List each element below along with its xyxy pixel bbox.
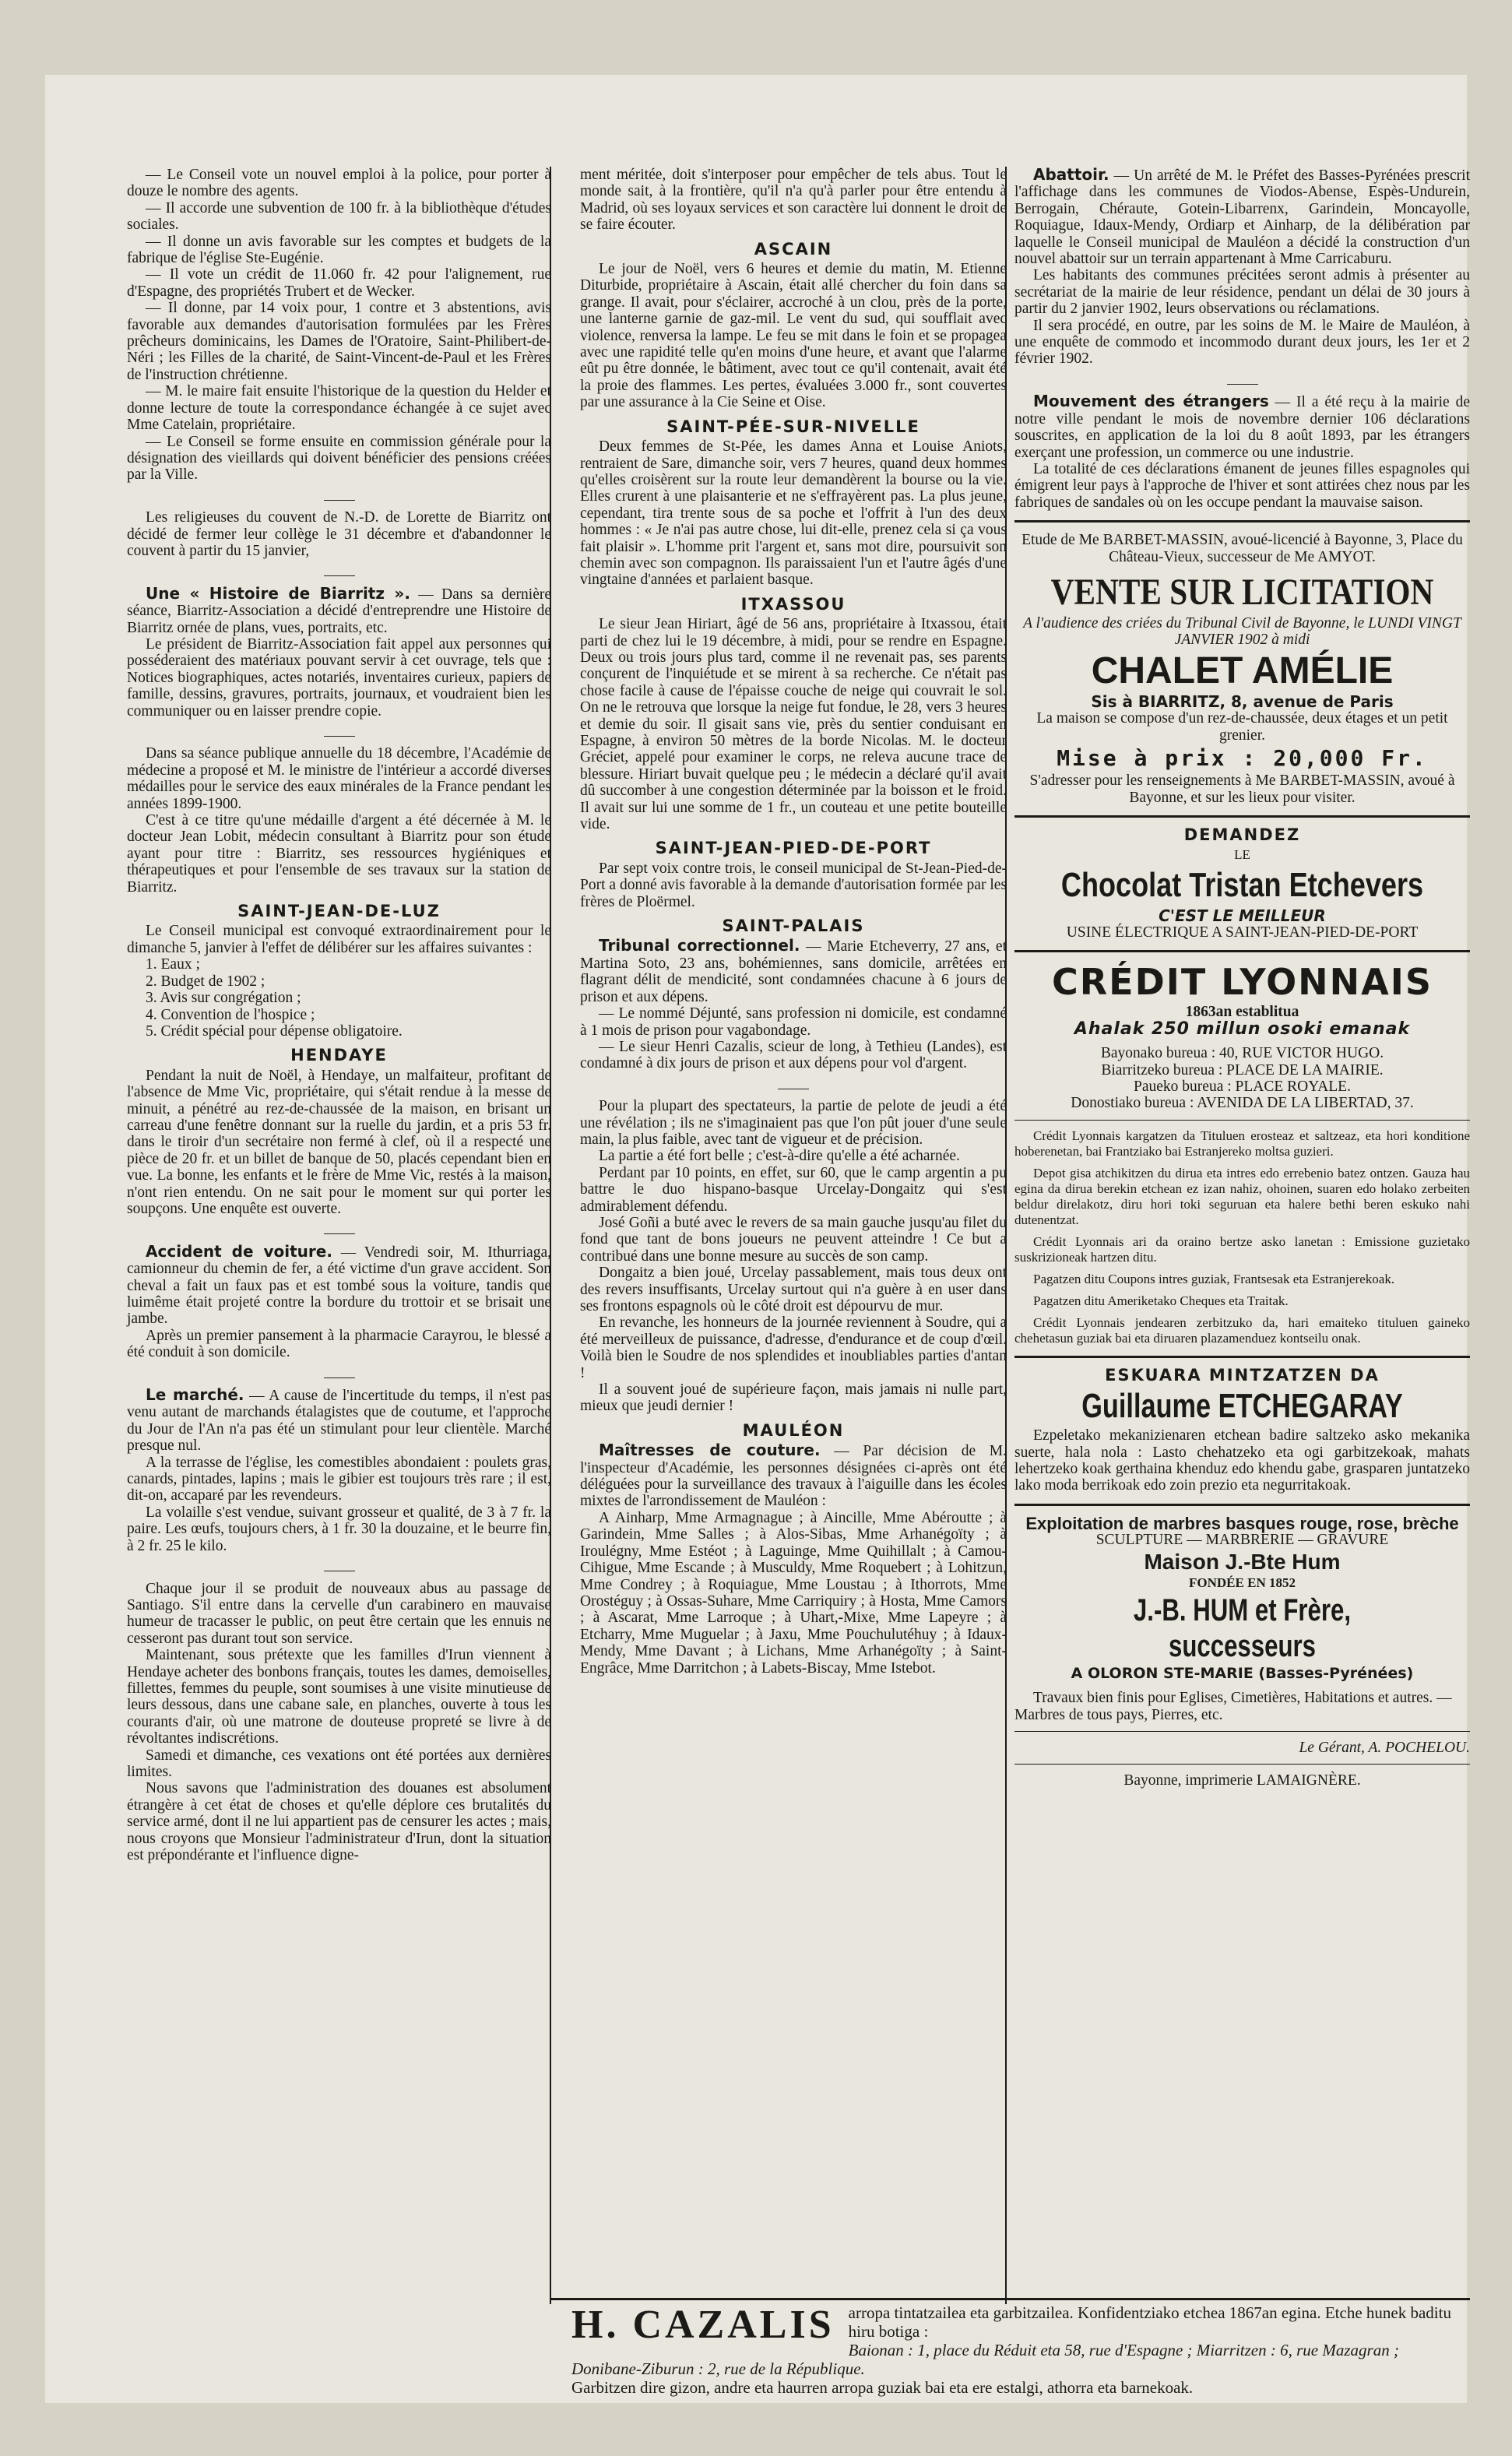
article-text: — Dans sa dernière séance, Biarritz-Association a décidé d'entreprendre une Histoire de Biarritz ornée de plans, vues, portraits, etc. <box>127 586 551 636</box>
bureau-line: Paueko bureua : PLACE ROYALE. <box>1134 1078 1351 1096</box>
fondee-line: FONDÉE EN 1852 <box>1189 1575 1296 1590</box>
list-item: 2. Budget de 1902 ; <box>146 973 265 990</box>
paragraph: Il a souvent joué de supérieure façon, mais jamais ni nulle part, mieux que jeudi dernier ! <box>580 1381 1007 1415</box>
ad-rule <box>1014 1764 1470 1765</box>
paragraph: ment méritée, doit s'interposer pour empêcher de tels abus. Tout le monde sait, à la frontière, qu'il n'a qu'à parler pour être entendu à Madrid, où ses loyaux services et son caractère lui donnent le droit de se faire écouter. <box>580 167 1007 234</box>
paragraph: Chaque jour il se produit de nouveaux abus au passage de Santiago. S'il entre dans la cervelle d'un carabinero en mauvaise humeur de tracasser le public, on peut être certain que les ennuis ne cesseront pas durant tout son service. <box>127 1580 551 1647</box>
section-heading: SAINT-PALAIS <box>722 917 865 936</box>
bureau-line: Donostiako bureua : AVENIDA DE LA LIBERTAD, 37. <box>1071 1095 1414 1112</box>
article-text: — Un arrêté de M. le Préfet des Basses-Pyrénées prescrit l'affichage dans les communes de Viodos-Abense, Espès-Undurein, Berrogain, Chéraute, Gotein-Libarrenx, Garindein, Moncayolle, Roquiague, Idaux-Mendy, Ordiarp et Ainharp, de la délibération par laquelle le Conseil municipal de Mauléon a décidé la construction d'un nouvel abattoir sur un terrain appartenant à Mme Carricaburu. <box>1014 167 1470 268</box>
separator <box>127 724 551 741</box>
chalet-address: Sis à BIARRITZ, 8, avenue de Paris <box>1091 691 1394 711</box>
ad-rule <box>1014 815 1470 818</box>
oloron-line: A OLORON STE-MARIE (Basses-Pyrénées) <box>1071 1664 1414 1682</box>
paragraph: Le jour de Noël, vers 6 heures et demie du matin, M. Etienne Diturbide, propriétaire à Ascain, était allé chercher du foin dans sa grange. Il avait, pour s'éclairer, accroché à un clou, près de la porte, une lanterne garnie de gaz-mil. Le vent du sud, qui soufflait avec violence, renversa la lampe. Le feu se mit dans le foin et se propagea avec une rapidité telle qu'en moins d'une heure, et avant que l'alarme eût pu être donnée, le bâtiment, avec tout ce qu'il contenait, avait été la proie des flammes. Les pertes, évaluées 3.000 fr., sont couvertes par une assurance à la Cie Seine et Oise. <box>580 261 1007 411</box>
article-text: — Vendredi soir, M. Ithurriaga, camionneur du chemin de fer, a été victime d'un grave accident. Son cheval a fait un faux pas et est tombé sous la voiture, tandis que luimême était projeté contre la bordure du trottoir et se brisait une jambe. <box>127 1244 551 1328</box>
paragraph: — Il accorde une subvention de 100 fr. à la bibliothèque d'études sociales. <box>127 199 551 234</box>
ad-chocolat <box>1014 827 1470 941</box>
adresser-line: S'adresser pour les renseignements à Me BARBET-MASSIN, avoué à Bayonne, et sur les lieux pour visiter. <box>1029 772 1455 806</box>
paragraph: — Il donne, par 14 voix pour, 1 contre et 3 abstentions, avis favorable aux demandes d'autorisation formulées par les Frères prêcheurs dominicains, les Dames de l'Oratoire, Saint-Philibert-de-Néri ; les Filles de la charité, de Saint-Vincent-de-Paul et les Frères de l'instruction chrétienne. <box>127 300 551 383</box>
paragraph: — Le Conseil vote un nouvel emploi à la police, pour porter à douze le nombre des agents. <box>127 167 551 200</box>
column-2 <box>580 167 1007 1677</box>
separator <box>127 1366 551 1382</box>
credit-paragraph: Depot gisa atchikitzen du dirua eta intres edo errebenio batez ontzen. Gauza hau egina da dirua berekin etchean ez izan nahiz, ohoinen, suaren edo holako zerbeiten beldur direlakotz, diru hori toki seguruan eta halere bethi beren eskuko nahi dutenentzat. <box>1014 1165 1470 1227</box>
bureau-line: Biarritzeko bureua : PLACE DE LA MAIRIE. <box>1101 1061 1384 1078</box>
ad-rule <box>1014 1356 1470 1358</box>
article-title: Maîtresses de couture. <box>599 1441 821 1460</box>
ad-rule <box>1014 520 1470 523</box>
credit-paragraph: Crédit Lyonnais ari da oraino bertze asko lanetan : Emissione guzietako suskrizioneak hartzen ditu. <box>1014 1233 1470 1265</box>
credit-subtitle: 1863an establitua <box>1185 1004 1299 1021</box>
article-mouvement <box>1014 393 1470 461</box>
demandez-label: DEMANDEZ <box>1183 825 1301 845</box>
credit-paragraph: Pagatzen ditu Ameriketako Cheques eta Traitak. <box>1033 1293 1289 1308</box>
le-label: LE <box>1234 846 1250 862</box>
ad-cazalis <box>571 2303 1467 2397</box>
separator <box>127 1559 551 1575</box>
paragraph: Il sera procédé, en outre, par les soins de M. le Maire de Mauléon, à une enquête de commodo et incommodo durant deux jours, les 1er et 2 février 1902. <box>1014 317 1470 368</box>
list-item: 1. Eaux ; <box>146 956 200 973</box>
paragraph: Perdant par 10 points, en effet, sur 60, que le camp argentin a pu battre le duo hispano-basque Urcelay-Dongaitz qui s'est admirablement défendu. <box>580 1164 1007 1215</box>
paragraph: Deux femmes de St-Pée, les dames Anna et Louise Aniots, rentraient de Sare, dimanche soir, vers 7 heures, quand deux hommes qu'elles croisèrent sur la route leur demandèrent la bourse ou la vie. Elles crurent à une plaisanterie et ne s'effrayèrent pas. La plus jeune, cependant, tira trente sous de sa poche et l'offrit à l'un des deux hommes : « Je n'ai pas autre chose, lui dit-elle, prenez cela si ça vous fait plaisir ». L'homme prit l'argent et, sans mot dire, poursuivit son chemin avec son compagnon. Ils paraissaient l'un et l'autre âgés d'une vingtaine d'années et parlaient basque. <box>580 438 1007 589</box>
paragraph: Le sieur Jean Hiriart, âgé de 56 ans, propriétaire à Itxassou, était parti de chez lui le 19 décembre, à midi, pour se rendre en Espagne. Deux ou trois jours plus tard, comme il ne revenait pas, ses parents conçurent de l'inquiétude et se mirent à sa recherche. Ce n'était pas chose facile à cause de l'épaisse couche de neige qui couvrait le sol. On ne le retrouva que lorsque la neige fut fondue, le 28, vers 3 heures et demie du soir. Il gisait sans vie, près du sentier conduisant en Espagne, à environ 50 mètres de la borde Nicolas. M. le docteur Gréciet, appelé pour examiner le corps, ne releva aucune trace de blessure. Hiriart buvait quelque peu ; le médecin a déclaré qu'il avait dû succomber à une congestion déterminée par la boisson et le froid. Il avait sur lui une somme de 1 fr., un couteau et une petite bouteille vide. <box>580 616 1007 833</box>
article-abattoir <box>1014 167 1470 267</box>
paragraph: — M. le maire fait ensuite l'historique de la question du Helder et donne lecture de toute la correspondance échangée à ce sujet avec Mme Catelain, propriétaire. <box>127 383 551 434</box>
maison-desc: La maison se compose d'un rez-de-chaussée, deux étages et un petit grenier. <box>1036 710 1448 744</box>
paragraph: — Le nommé Déjunté, sans profession ni domicile, est condamné à 1 mois de prison pour vagabondage. <box>580 1005 1007 1039</box>
paragraph: — Il vote un crédit de 11.060 fr. 42 pour l'alignement, rue d'Espagne, des propriétés Trubert et de Wecker. <box>127 266 551 300</box>
gerant-line: Le Gérant, A. POCHELOU. <box>1299 1739 1470 1756</box>
article-accident <box>127 1241 551 1328</box>
paragraph: La volaille s'est vendue, suivant grosseur et qualité, de 3 à 7 fr. la paire. Les œufs, toujours chers, à 1 fr. 30 la douzaine, et le beurre fin, à 2 fr. 25 le kilo. <box>127 1504 551 1554</box>
bureau-line: Bayonako bureua : 40, RUE VICTOR HUGO. <box>1100 1045 1384 1062</box>
article-title: Le marché. <box>146 1385 244 1405</box>
ad-rule <box>1014 950 1470 952</box>
eskuara-label: ESKUARA MINTZATZEN DA <box>1105 1365 1380 1385</box>
section-heading: HENDAYE <box>290 1046 388 1065</box>
article-histoire <box>127 583 551 636</box>
paragraph: C'est à ce titre qu'une médaille d'argent a été décernée à M. le docteur Jean Lobit, médecin consultant à Biarritz pour son étude ayant pour titre : Biarritz, ses ressources hygiéniques et thérapeutiques et pour l'ensemble de ses travaux sur la station de Biarritz. <box>127 812 551 895</box>
chocolat-heading: Chocolat Tristan Etchevers <box>1060 865 1424 904</box>
paragraph: Par sept voix contre trois, le conseil municipal de St-Jean-Pied-de-Port a donné avis favorable à la demande d'autorisation formée par les frères de Ploërmel. <box>580 860 1007 910</box>
paragraph: Les religieuses du couvent de N.-D. de Lorette de Biarritz ont décidé de fermer leur collège le 31 décembre et d'abandonner le couvent à partir du 15 janvier, <box>127 509 551 559</box>
list-item: 3. Avis sur congrégation ; <box>146 990 301 1007</box>
article-title: Une « Histoire de Biarritz ». <box>146 583 410 603</box>
credit-paragraph: Crédit Lyonnais kargatzen da Tituluen erosteaz et saltzeaz, eta hori konditione hoberenetan, bai Frantziako bai Estranjereko moltsa guzieri. <box>1014 1128 1470 1159</box>
paragraph: Pendant la nuit de Noël, à Hendaye, un malfaiteur, profitant de l'absence de Mme Vic, propriétaire, qui s'était rendue à la messe de minuit, a pénétré au rez-de-chaussée de la maison, en brisant un carreau d'une fenêtre donnant sur la ruelle du jardin, et a pris 53 fr. dans le tiroir d'un secrétaire non fermé à clef, où il a respecté une pièce de 20 fr. et un billet de banque de 50, placés cependant bien en vue. La bonne, les enfants et le frère de Mme Vic, restés à la maison, n'ont rien entendu. On ne sait pour le moment sur qui porter les soupçons. Une enquête est ouverte. <box>127 1067 551 1217</box>
ad-credit-lyonnais <box>1014 962 1470 1346</box>
footer-rule <box>551 2298 1470 2300</box>
column-3 <box>1014 167 1470 1789</box>
usine-line: USINE ÉLECTRIQUE A SAINT-JEAN-PIED-DE-PORT <box>1066 924 1419 941</box>
paragraph: Les habitants des communes précitées seront admis à présenter au secrétariat de la mairie de leur résidence, pendant un délai de 30 jours à partir du 2 janvier 1902, leurs observations ou réclamations. <box>1014 267 1470 318</box>
separator <box>127 564 551 580</box>
section-heading: MAULÉON <box>742 1420 845 1440</box>
ad-marbres <box>1014 1515 1470 1789</box>
vente-heading: VENTE SUR LICITATION <box>1050 571 1434 613</box>
cazalis-name: H. CAZALIS <box>571 2303 835 2347</box>
paragraph: Le Conseil municipal est convoqué extraordinairement pour le dimanche 5, janvier à l'effet de délibérer sur les affaires suivantes : <box>127 923 551 956</box>
article-title: Accident de voiture. <box>146 1241 332 1261</box>
article-text: — Par décision de M. l'inspecteur d'Académie, les personnes désignées ci-après ont été déléguées pour la surveillance des travaux à l'aiguille dans les écoles mixtes de l'arrondissement de Mauléon : <box>580 1443 1007 1510</box>
paragraph: Le président de Biarritz-Association fait appel aux personnes qui posséderaient des matériaux pouvant servir à cet ouvrage, tels que : Notices biographiques, actes notariés, inventaires curieux, papiers de famille, dessins, gravures, portraits, journaux, et voudraient bien les communiquer ou en laisser prendre copie. <box>127 635 551 720</box>
paragraph: En revanche, les honneurs de la journée reviennent à Soudre, qui a été merveilleux de puissance, d'adresse, d'endurance et de coup d'œil. Voilà bien le Soudre de nos splendides et inoubliables parties d'antan ! <box>580 1314 1007 1381</box>
mise-a-prix: Mise à prix : 20,000 Fr. <box>1057 744 1428 771</box>
article-text: — Il a été reçu à la mairie de notre ville pendant le mois de novembre dernier 106 déclarations souscrites, en application de la loi du 8 août 1893, par les étrangers exerçant une profession, un commerce ou une industrie. <box>1014 394 1470 461</box>
ahalak-line: Ahalak 250 millun osoki emanak <box>1074 1019 1411 1039</box>
audience-line: A l'audience des criées du Tribunal Civil de Bayonne, le LUNDI VINGT JANVIER 1902 à midi <box>1023 614 1461 649</box>
section-heading: SAINT-JEAN-PIED-DE-PORT <box>655 839 932 858</box>
paragraph: La partie a été fort belle ; c'est-à-dire qu'elle a été acharnée. <box>599 1148 960 1165</box>
section-heading: SAINT-JEAN-DE-LUZ <box>237 902 441 921</box>
paragraph: Nous savons que l'administration des douanes est absolument étrangère à cet état de choses et qu'elle déplore ces brutalités du service armé, dont il ne lui appartient pas de censurer les actes ; mais, nous croyons que Monsieur l'administrateur d'Irun, dont la situation est prépondérante et l'influence digne- <box>127 1780 551 1863</box>
marbres-heading: Exploitation de marbres basques rouge, rose, brèche <box>1025 1513 1459 1533</box>
paragraph: — Le sieur Henri Cazalis, scieur de long, à Tethieu (Landes), est condamné à dix jours de prison et aux dépens pour vol d'argent. <box>580 1038 1007 1072</box>
article-maitresses <box>580 1442 1007 1510</box>
separator <box>127 488 551 505</box>
ad-rule <box>1014 1504 1470 1506</box>
guillaume-heading: Guillaume ETCHEGARAY <box>1081 1387 1403 1426</box>
paragraph: Après un premier pansement à la pharmacie Carayrou, le blessé a été conduit à son domicile. <box>127 1327 551 1361</box>
sculpture-line: SCULPTURE — MARBRERIE — GRAVURE <box>1095 1532 1389 1549</box>
article-tribunal <box>580 938 1007 1005</box>
cazalis-line: Baionan : 1, place du Réduit eta 58, rue d'Espagne ; Miarritzen : 6, rue Mazagran ; Donibane-Ziburun : 2, rue de la République. <box>571 2341 1399 2378</box>
list-item: 5. Crédit spécial pour dépense obligatoire. <box>146 1022 403 1040</box>
paragraph: Maintenant, sous prétexte que les familles d'Irun viennent à Hendaye acheter des bonbons français, toutes les dames, demoiselles, fillettes, femmes du peuple, sont soumises à une visite minutieuse de leurs dessous, dans une cabane sale, en planches, ouverte à tous les courants d'air, où une matrone de douteuse propreté se livre à de révoltantes indiscrétions. <box>127 1647 551 1747</box>
section-heading: ASCAIN <box>754 239 833 259</box>
section-heading: SAINT-PÉE-SUR-NIVELLE <box>666 417 920 436</box>
article-marche <box>127 1387 551 1455</box>
guillaume-text: Ezpeletako mekanizienaren etchean badire saltzeko asko mekanika suerte, hala nola : Lasto chehatzeko eta ogi garbitzekoak, mahats lehertzeko koak gerthaina khenduz edo khendu gabe, grasparen juntatzeko lako moda berrikoak edo zoin prezio eta negurritakoak. <box>1014 1427 1470 1494</box>
cazalis-line: Garbitzen dire gizon, andre eta haurren arropa guziak bai eta ere estalgi, athorra eta barnekoak. <box>571 2378 1194 2397</box>
article-title: Abattoir. <box>1033 165 1109 184</box>
etude-line: Etude de Me BARBET-MASSIN, avoué-licencié à Bayonne, 3, Place du Château-Vieux, successeur de Me AMYOT. <box>1021 532 1463 565</box>
credit-paragraph: Pagatzen ditu Coupons intres guziak, Frantsesak eta Estranjerekoak. <box>1033 1271 1395 1286</box>
paragraph: — Il donne un avis favorable sur les comptes et budgets de la fabrique de l'église Ste-Eugénie. <box>127 233 551 267</box>
travaux-text: Travaux bien finis pour Eglises, Cimetières, Habitations et autres. — Marbres de tous pays, Pierres, etc. <box>1014 1690 1452 1723</box>
credit-paragraph: Crédit Lyonnais jendearen zerbitzuko da, hari emaiteko tituluen gaineko chehetasun guziak bai eta diruaren plazamenduez kontseilu onak. <box>1014 1314 1470 1346</box>
paragraph: A Ainharp, Mme Armagnague ; à Aincille, Mme Abéroutte ; à Garindein, Mme Salles ; à Alos-Sibas, Mme Arhanégoïty ; à Iroulégny, Mme Estéot ; à Laguinge, Mme Quihillalt ; à Camou-Cihigue, Mme Escande ; à Musculdy, Mme Roquebert ; à Lohitzun, Mme Condrey ; à Roquiague, Mme Loustau ; à Ithorrots, Mme Orostéguy ; à Ossas-Suhare, Mme Carriquiry ; à Hosta, Mme Camors ; à Ascarat, Mme Larroque ; à Uhart,-Mixe, Mme Lapeyre ; à Etcharry, Mme Muguelar ; à Jaxu, Mme Pouchulutéhuy ; à Idaux-Mendy, Mme Davant ; à Lichans, Mme Arhanégoïty ; à Saint-Engrâce, Mme Darritchon ; à Labets-Biscay, Mme Istebot. <box>580 1509 1007 1677</box>
ad-vente-licitation <box>1014 532 1470 806</box>
article-title: Mouvement des étrangers <box>1033 392 1269 411</box>
paragraph: Samedi et dimanche, ces vexations ont été portées aux dernières limites. <box>127 1747 551 1780</box>
paragraph: José Goñi a buté avec le revers de sa main gauche jusqu'au filet du fond que tant de bons joueurs ne peuvent atteindre ! Ce but a contribué dans une bonne mesure au succès de son camp. <box>580 1214 1007 1265</box>
column-1 <box>127 167 551 1863</box>
section-heading: ITXASSOU <box>740 594 846 614</box>
separator <box>1014 372 1470 389</box>
paragraph: A la terrasse de l'église, les comestibles abondaient : poulets gras, canards, pintades, lapins ; mais le gibier est toujours très rare ; il est, dit-on, accaparé par les revendeurs. <box>127 1454 551 1504</box>
imprimerie-line: Bayonne, imprimerie LAMAIGNÈRE. <box>1123 1772 1361 1789</box>
chalet-heading: CHALET AMÉLIE <box>1091 649 1394 691</box>
meilleur-tagline: C'EST LE MEILLEUR <box>1159 906 1326 925</box>
article-text: — Marie Etcheverry, 27 ans, et Martina Soto, 23 ans, bohémiennes, sans domicile, arrêtées en flagrant délit de mendicité, sont condamnées chacune à 6 jours de prison et aux dépens. <box>580 938 1007 1005</box>
hum-freres-heading: J.-B. HUM et Frère, successeurs <box>1133 1592 1352 1663</box>
ad-rule <box>1014 1120 1470 1121</box>
paragraph: — Le Conseil se forme ensuite en commission générale pour la désignation des vieillards qui doivent bénéficier des pensions créées par la Ville. <box>127 433 551 484</box>
cazalis-line: arropa tintatzailea eta garbitzailea. Konfidentziako etchea 1867an egina. Etche hunek baditu hiru botiga : <box>848 2303 1451 2341</box>
paragraph: Dans sa séance publique annuelle du 18 décembre, l'Académie de médecine a proposé et M. le ministre de l'intérieur a accordé diverses médailles pour le service des eaux minérales de la France pendant les années 1899-1900. <box>127 745 551 812</box>
article-title: Tribunal correctionnel. <box>599 936 800 955</box>
ad-etchegaray <box>1014 1367 1470 1494</box>
separator <box>127 1222 551 1238</box>
separator <box>580 1077 1007 1093</box>
article-text: — A cause de l'incertitude du temps, il n'est pas venu autant de marchands étalagistes que de coutume, et l'approche du Jour de l'An n'a pas été un stimulant pour leur clientèle. Marché presque nul. <box>127 1388 552 1455</box>
list-item: 4. Convention de l'hospice ; <box>146 1006 315 1023</box>
paragraph: La totalité de ces déclarations émanent de jeunes filles espagnoles qui émigrent leur pays à l'approche de l'hiver et sont attirées chez nous par les fabriques de sandales où on les occupe pendant la mauvaise saison. <box>1014 460 1470 511</box>
ad-rule <box>1014 1731 1470 1732</box>
newspaper-page <box>45 75 1470 2403</box>
maison-hum-heading: Maison J.-Bte Hum <box>1144 1549 1341 1574</box>
paragraph: Dongaitz a bien joué, Urcelay passablement, mais tous deux ont des revers insuffisants, Urcelay surtout qui n'a guère à en user dans ses frontons espagnols où le côté droit est dépourvu de mur. <box>580 1265 1007 1314</box>
credit-heading: CRÉDIT LYONNAIS <box>1051 961 1433 1004</box>
paragraph: Pour la plupart des spectateurs, la partie de pelote de jeudi a été une révélation ; ils ne s'imaginaient pas que l'on pût jouer d'une seule main, la plus faible, avec tant de vigueur et de précision. <box>580 1098 1007 1148</box>
